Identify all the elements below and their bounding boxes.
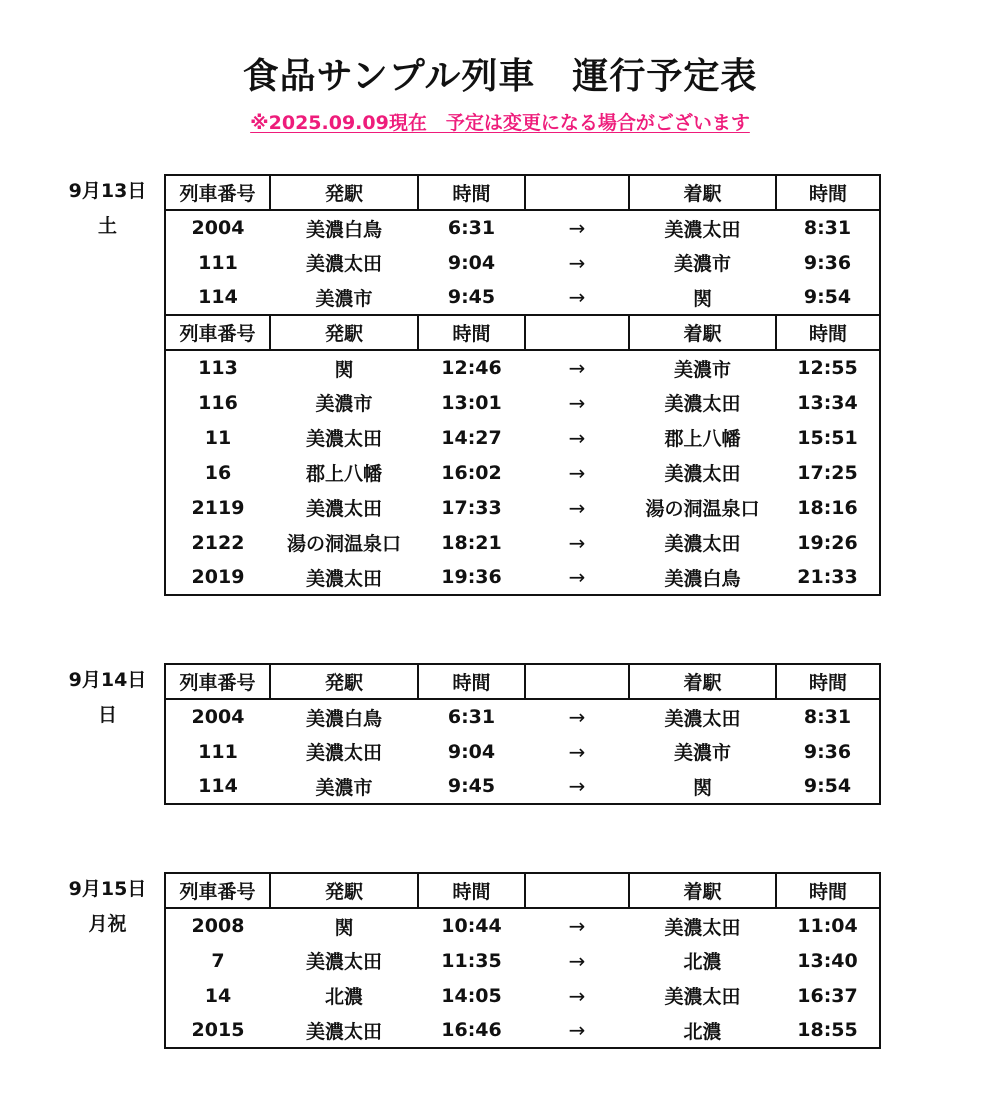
table-row [165,280,880,315]
header-arrive-time: 時間 [776,175,880,210]
header-train-no: 列車番号 [165,315,270,350]
cell-depart-station: 美濃市 [315,287,373,310]
cell-train-no: 116 [198,391,238,414]
cell-depart-time: 19:36 [441,566,502,588]
table-block [165,315,880,595]
cell-depart-time: 9:45 [447,775,496,797]
cell-arrive-station: 北濃 [683,1020,722,1043]
cell-arrive-station: 関 [692,287,712,310]
day-weekday: 日 [97,704,117,726]
arrow-icon: → [568,948,586,973]
cell-arrive-time: 8:31 [803,217,852,239]
cell-arrive-time: 15:51 [797,426,858,449]
header-depart-station: 発駅 [270,175,418,210]
cell-train-no: 114 [198,286,238,308]
table-block [165,664,880,804]
cell-depart-station: 美濃太田 [305,951,382,973]
cell-depart-time: 17:33 [441,496,502,519]
table-block [165,175,880,315]
page-title: 食品サンプル列車 運行予定表 [242,56,758,97]
cell-train-no: 14 [204,984,232,1007]
cell-arrive-time: 8:31 [803,706,852,728]
cell-arrive-station: 関 [692,776,712,799]
cell-depart-time: 6:31 [447,217,496,239]
arrow-icon: → [568,356,586,380]
cell-depart-station: 美濃太田 [305,498,382,520]
cell-arrive-station: 美濃太田 [664,533,741,555]
arrow-icon: → [568,774,586,798]
cell-depart-station: 北濃 [324,986,363,1008]
day-label [60,174,155,244]
header-blank [525,664,629,699]
change-notice-text: ※2025.09.09現在 予定は変更になる場合がございます [250,112,750,134]
table-row [165,245,880,280]
cell-arrive-station: 美濃市 [673,742,731,764]
cell-arrive-time: 18:55 [797,1019,858,1041]
arrow-icon: → [568,390,586,415]
header-arrive-time: 時間 [776,664,880,699]
cell-depart-time: 16:46 [441,1019,502,1041]
cell-arrive-station: 美濃太田 [664,393,741,415]
cell-arrive-time: 12:55 [797,357,858,379]
header-depart-station: 発駅 [270,873,418,908]
cell-depart-time: 9:04 [447,740,496,763]
cell-train-no: 114 [198,775,238,797]
cell-depart-station: 美濃太田 [305,253,382,275]
header-depart-station: 発駅 [270,315,418,350]
change-notice [0,108,1000,135]
arrow-icon: → [568,1018,586,1042]
arrow-icon: → [568,285,586,309]
table-header-row [165,664,880,699]
table-row [165,769,880,804]
cell-train-no: 113 [198,357,238,379]
arrow-icon: → [568,250,586,275]
cell-arrive-time: 16:37 [797,984,858,1007]
cell-train-no: 2004 [191,217,245,239]
cell-arrive-station: 美濃市 [673,253,731,275]
header-depart-time: 時間 [418,873,525,908]
header-arrive-station: 着駅 [629,873,776,908]
arrow-icon: → [568,983,586,1008]
cell-depart-station: 美濃市 [315,776,373,799]
cell-depart-station: 美濃太田 [305,428,382,450]
cell-depart-station: 美濃白鳥 [305,218,382,241]
table-row [165,420,880,455]
cell-train-no: 7 [211,949,225,972]
table-row [165,525,880,560]
arrow-icon: → [568,425,586,450]
cell-depart-time: 11:35 [441,949,502,972]
cell-depart-time: 9:04 [447,251,496,274]
cell-depart-time: 14:05 [441,984,502,1007]
header-arrive-time: 時間 [776,315,880,350]
header-arrive-station: 着駅 [629,664,776,699]
cell-train-no: 16 [204,461,232,484]
cell-train-no: 2008 [191,915,245,937]
cell-arrive-time: 18:16 [797,496,858,519]
header-arrive-station: 着駅 [629,315,776,350]
arrow-icon: → [568,495,586,520]
cell-arrive-station: 湯の洞温泉口 [645,498,760,520]
cell-arrive-station: 美濃太田 [664,986,741,1008]
table-row [165,210,880,245]
cell-arrive-station: 美濃太田 [664,218,741,241]
table-row [165,1013,880,1048]
cell-train-no: 111 [198,740,238,763]
cell-arrive-time: 9:54 [803,775,852,797]
header-arrive-time: 時間 [776,873,880,908]
timetable-table [164,872,881,1049]
cell-depart-time: 18:21 [441,531,502,554]
cell-arrive-station: 美濃太田 [664,707,741,730]
timetable-table [164,174,881,596]
cell-depart-station: 美濃市 [315,393,373,415]
cell-depart-station: 美濃太田 [305,742,382,764]
header-arrive-station: 着駅 [629,175,776,210]
arrow-icon: → [568,460,586,485]
cell-arrive-station: 美濃市 [673,358,731,381]
cell-arrive-time: 13:40 [797,949,858,972]
cell-train-no: 2119 [191,496,245,519]
cell-depart-time: 16:02 [441,461,502,484]
header-blank [525,175,629,210]
cell-arrive-station: 北濃 [683,951,722,973]
day-weekday: 土 [97,215,117,237]
cell-depart-time: 9:45 [447,286,496,308]
cell-depart-time: 12:46 [441,357,502,379]
day-date: 9月14日 [68,669,147,691]
cell-train-no: 2004 [191,706,245,728]
table-row [165,385,880,420]
table-row [165,455,880,490]
header-depart-time: 時間 [418,315,525,350]
cell-arrive-time: 17:25 [797,461,858,484]
cell-arrive-time: 21:33 [797,566,858,588]
table-row [165,978,880,1013]
cell-depart-station: 美濃太田 [305,567,382,590]
arrow-icon: → [568,530,586,555]
cell-depart-time: 10:44 [441,915,502,937]
header-depart-time: 時間 [418,664,525,699]
cell-train-no: 2019 [191,566,245,588]
timetable-table [164,663,881,805]
cell-depart-station: 関 [334,916,354,939]
header-train-no: 列車番号 [165,873,270,908]
day-label [60,872,155,942]
arrow-icon: → [568,216,586,240]
header-train-no: 列車番号 [165,175,270,210]
cell-arrive-station: 美濃太田 [664,463,741,485]
table-row [165,490,880,525]
cell-train-no: 2015 [191,1019,245,1041]
cell-arrive-time: 11:04 [797,915,858,937]
cell-depart-station: 関 [334,358,354,381]
day-label [60,663,155,733]
cell-arrive-station: 美濃白鳥 [664,567,741,590]
cell-arrive-station: 美濃太田 [664,916,741,939]
arrow-icon: → [568,739,586,764]
header-blank [525,873,629,908]
cell-depart-station: 湯の洞温泉口 [286,533,401,555]
table-row [165,560,880,595]
cell-train-no: 2122 [191,531,245,554]
cell-arrive-time: 9:36 [803,740,852,763]
arrow-icon: → [568,565,586,589]
cell-arrive-time: 9:36 [803,251,852,274]
table-row [165,908,880,943]
day-date: 9月15日 [68,878,147,900]
day-date: 9月13日 [68,180,147,202]
cell-depart-station: 美濃太田 [305,1020,382,1043]
table-block [165,873,880,1048]
cell-arrive-station: 郡上八幡 [664,428,741,450]
cell-arrive-time: 9:54 [803,286,852,308]
header-depart-time: 時間 [418,175,525,210]
cell-depart-time: 14:27 [441,426,502,449]
cell-train-no: 111 [198,251,238,274]
table-header-row [165,175,880,210]
day-weekday: 月祝 [88,913,127,935]
table-row [165,943,880,978]
table-header-row [165,315,880,350]
arrow-icon: → [568,705,586,729]
cell-arrive-time: 13:34 [797,391,858,414]
cell-depart-time: 13:01 [441,391,502,414]
cell-depart-station: 美濃白鳥 [305,707,382,730]
table-row [165,734,880,769]
header-blank [525,315,629,350]
cell-depart-station: 郡上八幡 [305,463,382,485]
cell-depart-time: 6:31 [447,706,496,728]
arrow-icon: → [568,914,586,938]
table-row [165,699,880,734]
table-row [165,350,880,385]
cell-arrive-time: 19:26 [797,531,858,554]
cell-train-no: 11 [204,426,232,449]
header-train-no: 列車番号 [165,664,270,699]
table-header-row [165,873,880,908]
header-depart-station: 発駅 [270,664,418,699]
